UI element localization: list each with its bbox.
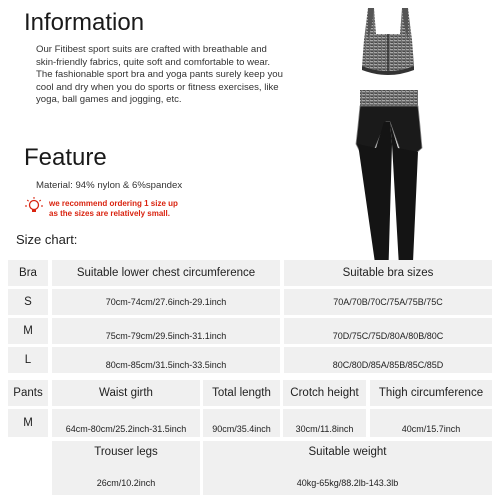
- bra-sizes-value-l: 80C/80D/85A/85B/85C/85D: [284, 347, 492, 373]
- weight-label: Suitable weight: [308, 446, 387, 458]
- yoga-pants: [356, 90, 422, 284]
- bra-sizes-value-m: 70D/75C/75D/80A/80B/80C: [284, 318, 492, 344]
- lightbulb-icon: [24, 196, 44, 216]
- information-title: Information: [24, 9, 145, 36]
- bra-header-cell: Bra: [8, 260, 48, 286]
- information-description: Our Fitibest sport suits are crafted with breathable and skin-friendly fabrics, quite soft and comfortable to wear. The fashionable sport bra and yoga pants surely keep you cool and dry when you do sports or fitness exercises, like yoga, ball games and jogging, etc.: [36, 44, 283, 106]
- crotch-header-cell: Crotch height: [283, 380, 366, 406]
- bra-sizes-header-cell: Suitable bra sizes: [284, 260, 492, 286]
- bra-size-m: M: [8, 318, 48, 344]
- waist-header-cell: Waist girth: [52, 380, 200, 406]
- weight-value: 40kg-65kg/88.2lb-143.3lb: [296, 478, 399, 488]
- material-text: Material: 94% nylon & 6%spandex: [36, 180, 183, 191]
- pants-header-cell: Pants: [8, 380, 48, 406]
- trouser-legs-value: 26cm/10.2inch: [96, 478, 156, 488]
- trouser-legs-cell: [52, 441, 200, 495]
- length-value: 90cm/35.4inch: [203, 409, 280, 437]
- length-header-cell: Total length: [203, 380, 280, 406]
- sports-bra: [362, 8, 414, 75]
- bra-sizes-value-s: 70A/70B/70C/75A/75B/75C: [284, 289, 492, 315]
- weight-cell: [203, 441, 492, 495]
- chest-header-cell: Suitable lower chest circumference: [52, 260, 280, 286]
- size-chart-title: Size chart:: [16, 232, 78, 247]
- notice-line-2: as the sizes are relatively small.: [49, 209, 170, 218]
- bra-size-l: L: [8, 347, 48, 373]
- chest-value-l: 80cm-85cm/31.5inch-33.5inch: [52, 347, 280, 373]
- pants-size-m: M: [8, 409, 48, 437]
- thigh-value: 40cm/15.7inch: [370, 409, 492, 437]
- notice-line-1: we recommend ordering 1 size up: [49, 199, 178, 208]
- thigh-header-cell: Thigh circumference: [370, 380, 492, 406]
- trouser-legs-label: Trouser legs: [94, 446, 158, 458]
- chest-value-s: 70cm-74cm/27.6inch-29.1inch: [52, 289, 280, 315]
- feature-title: Feature: [24, 144, 107, 171]
- bra-size-s: S: [8, 289, 48, 315]
- sport-suit-image: [338, 4, 438, 288]
- crotch-value: 30cm/11.8inch: [283, 409, 366, 437]
- waist-value: 64cm-80cm/25.2inch-31.5inch: [52, 409, 200, 437]
- chest-value-m: 75cm-79cm/29.5inch-31.1inch: [52, 318, 280, 344]
